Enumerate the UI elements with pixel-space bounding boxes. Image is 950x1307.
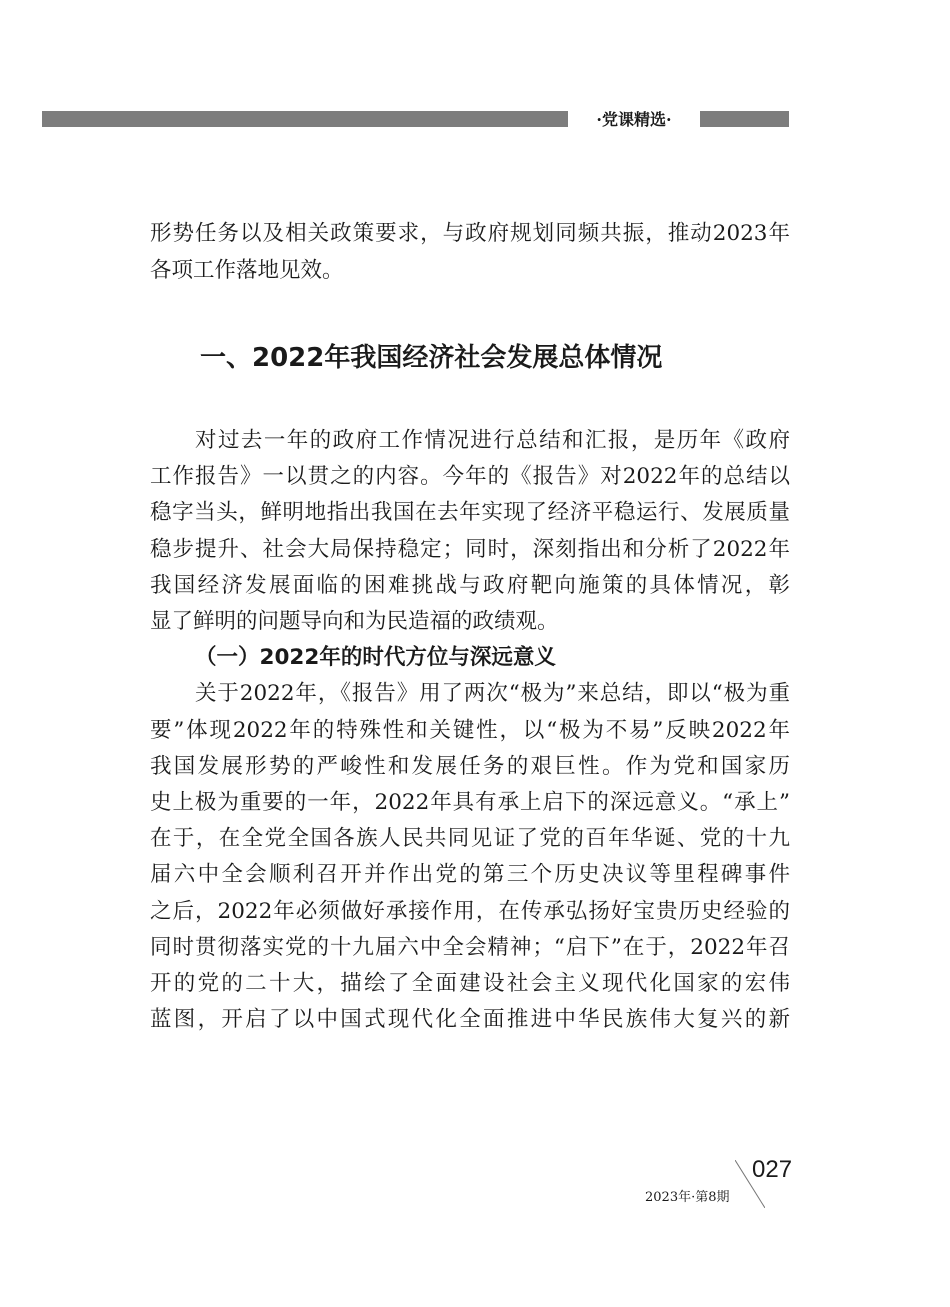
text-line: 史上极为重要的一年，2022年具有承上启下的深远意义。“承上” (150, 790, 790, 815)
section-heading: 一、2022年我国经济社会发展总体情况 (200, 343, 663, 373)
text-line: 工作报告》一以贯之的内容。今年的《报告》对2022年的总结以 (150, 464, 790, 490)
text-line: 我国发展形势的严峻性和发展任务的艰巨性。作为党和国家历 (150, 753, 790, 779)
header-rule-left (42, 111, 568, 127)
issue-label: 2023年·第8期 (645, 1190, 730, 1205)
text-line: 在于，在全党全国各族人民共同见证了党的百年华诞、党的十九 (150, 826, 790, 852)
text-line: 显了鲜明的问题导向和为民造福的政绩观。 (150, 609, 559, 634)
text-line: 我国经济发展面临的困难挑战与政府靶向施策的具体情况，彰 (150, 572, 790, 598)
subheading: （一）2022年的时代方位与深远意义 (195, 645, 556, 671)
text-line: 形势任务以及相关政策要求，与政府规划同频共振，推动2023年 (150, 221, 790, 246)
text-line: 蓝图，开启了以中国式现代化全面推进中华民族伟大复兴的新 (150, 1007, 790, 1033)
text-line: 各项工作落地见效。 (150, 258, 344, 283)
text-line: 对过去一年的政府工作情况进行总结和汇报，是历年《政府 (195, 428, 790, 453)
text-line: 要”体现2022年的特殊性和关键性，以“极为不易”反映2022年 (150, 717, 790, 743)
text-line: 之后，2022年必须做好承接作用，在传承弘扬好宝贵历史经验的 (150, 898, 790, 924)
header-rule-right (700, 111, 789, 127)
text-line: 稳字当头，鲜明地指出我国在去年实现了经济平稳运行、发展质量 (150, 500, 790, 526)
text-line: 同时贯彻落实党的十九届六中全会精神；“启下”在于，2022年召 (150, 934, 790, 960)
text-line: 开的党的二十大，描绘了全面建设社会主义现代化国家的宏伟 (150, 971, 790, 996)
text-line: 届六中全会顺利召开并作出党的第三个历史决议等里程碑事件 (150, 862, 790, 888)
text-line: 稳步提升、社会大局保持稳定；同时，深刻指出和分析了2022年 (150, 536, 790, 562)
text-line: 关于2022年，《报告》用了两次“极为”来总结，即以“极为重 (195, 681, 790, 707)
page-number: 027 (752, 1156, 793, 1183)
column-title: ·党课精选· (596, 110, 672, 129)
